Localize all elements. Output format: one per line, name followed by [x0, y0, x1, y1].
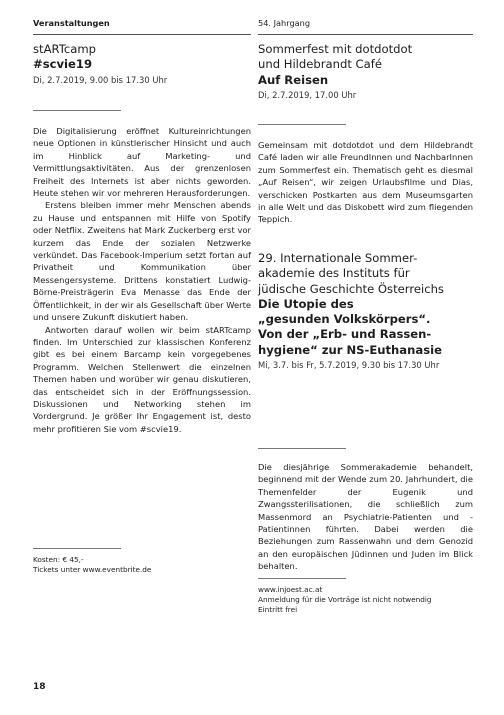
page-number: 18 — [33, 682, 46, 692]
event-subtitle-line: hygiene“ zur NS-Euthanasie — [258, 342, 442, 357]
event-startcamp-body — [33, 125, 251, 435]
website-link[interactable]: www.injoest.ac.at — [258, 585, 323, 594]
event-subtitle-line: Von der „Erb- und Rassen- — [258, 327, 432, 342]
divider — [258, 124, 346, 125]
paragraph: Die diesjährige Sommerakademie behandelt, beginnend mit der Wende zum 20. Jahrhundert, die Themenfelder der Eugenik und Zwangssterilisationen, die schließlich zum Massenmord an Psychiatrie-Patienten und -Patientinnen führten. Dabei werden die Beziehungen zum Rassenwahn und dem Genozid an den europäischen Jüdinnen und Juden im Blick behalten. — [258, 462, 473, 572]
event-title — [258, 251, 473, 358]
event-subtitle-line: Die Utopie des — [258, 296, 354, 311]
divider — [258, 448, 346, 449]
event-title-line: 29. Internationale Sommer- — [258, 251, 418, 265]
event-subtitle: Auf Reisen — [258, 72, 329, 87]
paragraph: Antworten darauf wollen wir beim stARTcamp finden. Im Unterschied zur klassischen Konferenz gibt es bei einem Barcamp kein vorgegebenes Programm. Welchen Stellenwert die einzelnen Themen haben und worüber wir genau diskutieren, das entscheidet sich in der Eröffnungssession. Diskussionen und Networking stehen im Vordergrund. Je größer Ihr Engagement ist, desto mehr profitieren Sie vom #scvie19. — [33, 324, 251, 434]
divider — [258, 578, 346, 579]
event-date: Di, 2.7.2019, 17.00 Uhr — [258, 89, 357, 100]
event-sommerakademie-heading — [258, 251, 473, 371]
event-date: Mi, 3.7. bis Fr, 5.7.2019, 9.30 bis 17.30 Uhr — [258, 360, 440, 371]
event-title-line: stARTcamp — [33, 42, 96, 56]
event-subtitle-line: „gesunden Volkskörpers“. — [258, 312, 431, 327]
admission-note: Eintritt frei — [258, 605, 298, 615]
event-sommerfest-heading — [258, 42, 473, 101]
paragraph: Die Digitalisierung eröffnet Kultureinrichtungen neue Optionen in künstlerischer Hinsicht und auch im Hinblick auf Marketing- und Vermittlungsaktivitäten. Aus der grenzenlosen Freiheit des Internets ist aber nichts geworden. Heute stehen wir vor mehreren Herausforderungen. — [33, 126, 251, 199]
volume-header: 54. Jahrgang — [258, 18, 311, 28]
paragraph: Erstens bleiben immer mehr Menschen abends zu Hause und entspannen mit Hilfe von Spotify oder Netflix. Zweitens hat Mark Zuckerberg erst vor kurzem das Ende der sozialen Netzwerke verkündet. Das Facebook-Imperium setzt fortan auf Privatheit und Kommunikation über Messengersysteme. Drittens konstatiert Ludwig-Börne-Preisträgerin Eva Menasse das Ende der Öffentlichkeit, in der wir als Gesellschaft über Werte und unsere Zukunft diskutiert haben. — [33, 200, 251, 323]
event-hashtag: #scvie19 — [33, 57, 93, 72]
registration-note: Anmeldung für die Vorträge ist nicht notwendig — [258, 595, 432, 605]
event-startcamp-heading — [33, 42, 251, 86]
cost-info: Kosten: € 45,- — [33, 555, 84, 564]
section-header: Veranstaltungen — [33, 18, 110, 28]
header-rule-left — [33, 34, 251, 35]
event-title-line: akademie des Instituts für — [258, 266, 410, 281]
event-date: Di, 2.7.2019, 9.00 bis 17.30 Uhr — [33, 74, 168, 85]
event-sommerakademie-notes — [258, 585, 473, 616]
event-startcamp-notes — [33, 555, 251, 575]
ticket-info: Tickets unter www.eventbrite.de — [33, 565, 152, 575]
event-title — [33, 42, 251, 73]
header-rule-right — [258, 34, 473, 35]
event-title-line: und Hildebrandt Café — [258, 57, 382, 72]
event-title-line: Sommerfest mit dotdotdot — [258, 42, 413, 56]
event-title — [258, 42, 473, 88]
event-sommerakademie-body — [258, 461, 473, 573]
divider — [33, 548, 121, 549]
divider — [33, 110, 121, 111]
event-sommerfest-body — [258, 139, 473, 226]
event-title-line: jüdische Geschichte Österreichs — [258, 281, 444, 296]
paragraph: Gemeinsam mit dotdotdot und dem Hildebrandt Café laden wir alle FreundInnen und NachbarInnen zum Sommerfest ein. Thematisch geht es diesmal „Auf Reisen“, wir zeigen Urlaubsfilme und Dias, verschicken Postkarten aus dem Museumsgarten in alle Welt und das Diskobett wird zum fliegenden Teppich. — [258, 140, 473, 225]
